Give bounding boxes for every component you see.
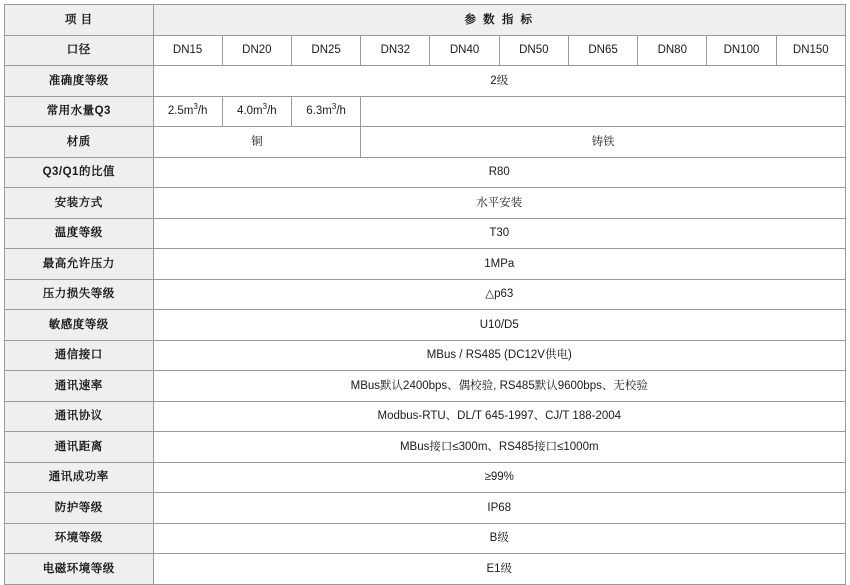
row-label-comm-success: 通讯成功率 <box>5 462 154 493</box>
table-row <box>5 462 846 493</box>
row-label-emc: 电磁环境等级 <box>5 554 154 585</box>
row-label-item: 项 目 <box>5 5 154 36</box>
table-row-q3 <box>5 96 846 127</box>
q3-value-dn15 <box>153 96 222 127</box>
row-value-protection: IP68 <box>153 493 845 524</box>
caliber-dn20: DN20 <box>222 35 291 66</box>
q3-sup-2: 3 <box>262 102 268 112</box>
caliber-dn15: DN15 <box>153 35 222 66</box>
row-value-comm-protocol: Modbus-RTU、DL/T 645-1997、CJ/T 188-2004 <box>153 401 845 432</box>
row-value-environment: B级 <box>153 523 845 554</box>
row-value-max-pressure: 1MPa <box>153 249 845 280</box>
row-label-ratio: Q3/Q1的比值 <box>5 157 154 188</box>
table-row <box>5 188 846 219</box>
table-row <box>5 157 846 188</box>
q3-num-2: 4.0m <box>237 105 263 118</box>
caliber-dn32: DN32 <box>361 35 430 66</box>
table-row-material <box>5 127 846 158</box>
table-row <box>5 432 846 463</box>
material-value-copper: 铜 <box>153 127 361 158</box>
row-label-comm-protocol: 通讯协议 <box>5 401 154 432</box>
q3-unit-2: /h <box>267 105 277 118</box>
row-label-comm-distance: 通讯距离 <box>5 432 154 463</box>
caliber-dn80: DN80 <box>638 35 707 66</box>
q3-sup-1: 3 <box>193 102 198 112</box>
row-label-q3: 常用水量Q3 <box>5 96 154 127</box>
q3-unit-1: /h <box>197 105 208 118</box>
caliber-dn100: DN100 <box>707 35 776 66</box>
row-value-pressure-loss: △p63 <box>153 279 845 310</box>
caliber-dn150: DN150 <box>776 35 845 66</box>
row-label-sensitivity: 敏感度等级 <box>5 310 154 341</box>
table-row <box>5 371 846 402</box>
q3-num-3: 6.3m <box>306 105 332 118</box>
caliber-dn40: DN40 <box>430 35 499 66</box>
table-row <box>5 249 846 280</box>
caliber-dn50: DN50 <box>499 35 568 66</box>
table-row-caliber <box>5 35 846 66</box>
row-value-installation: 水平安装 <box>153 188 845 219</box>
row-label-environment: 环境等级 <box>5 523 154 554</box>
q3-num-1: 2.5m <box>167 105 194 118</box>
table-row <box>5 218 846 249</box>
table-row-accuracy <box>5 66 846 97</box>
q3-value-dn25 <box>291 96 360 127</box>
row-label-comm-rate: 通讯速率 <box>5 371 154 402</box>
table-row <box>5 523 846 554</box>
row-value-comm-distance: MBus接口≤300m、RS485接口≤1000m <box>153 432 845 463</box>
row-value-item: 参 数 指 标 <box>153 5 845 36</box>
q3-unit-3: /h <box>336 105 346 118</box>
row-value-comm-success: ≥99% <box>153 462 845 493</box>
q3-sup-3: 3 <box>331 102 337 112</box>
table-row <box>5 554 846 585</box>
row-label-material: 材质 <box>5 127 154 158</box>
row-value-emc: E1级 <box>153 554 845 585</box>
table-row <box>5 310 846 341</box>
table-row-item <box>5 5 846 36</box>
row-label-pressure-loss: 压力损失等级 <box>5 279 154 310</box>
row-value-accuracy: 2级 <box>153 66 845 97</box>
specification-table <box>4 4 846 585</box>
row-label-caliber: 口径 <box>5 35 154 66</box>
row-label-installation: 安装方式 <box>5 188 154 219</box>
q3-value-dn20 <box>222 96 291 127</box>
row-value-comm-interface: MBus / RS485 (DC12V供电) <box>153 340 845 371</box>
caliber-dn25: DN25 <box>291 35 360 66</box>
q3-blank-cell <box>361 96 846 127</box>
table-row <box>5 493 846 524</box>
table-row <box>5 401 846 432</box>
table-row <box>5 340 846 371</box>
row-value-comm-rate: MBus默认2400bps、偶校验, RS485默认9600bps、无校验 <box>153 371 845 402</box>
row-label-protection: 防护等级 <box>5 493 154 524</box>
row-value-sensitivity: U10/D5 <box>153 310 845 341</box>
row-value-temperature: T30 <box>153 218 845 249</box>
row-value-ratio: R80 <box>153 157 845 188</box>
row-label-max-pressure: 最高允许压力 <box>5 249 154 280</box>
row-label-accuracy: 准确度等级 <box>5 66 154 97</box>
caliber-dn65: DN65 <box>568 35 637 66</box>
row-label-temperature: 温度等级 <box>5 218 154 249</box>
material-value-castiron: 铸铁 <box>361 127 846 158</box>
table-row <box>5 279 846 310</box>
row-label-comm-interface: 通信接口 <box>5 340 154 371</box>
